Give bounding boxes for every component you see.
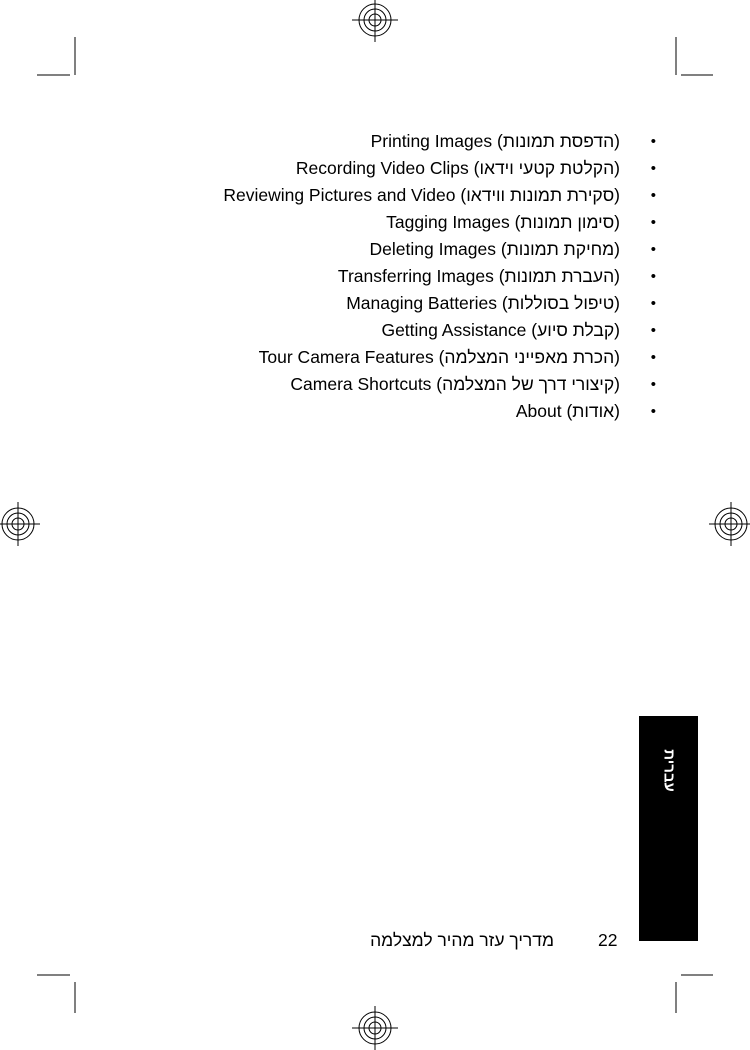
toc-item-label: (הכרת מאפייני המצלמה) Tour Camera Features	[258, 347, 620, 367]
footer-title: מדריך עזר מהיר למצלמה	[370, 930, 554, 950]
bullet-icon: •	[650, 295, 656, 312]
toc-item-label: (קבלת סיוע) Getting Assistance	[381, 320, 620, 340]
toc-item-printing-images[interactable]	[223, 128, 656, 155]
registration-target-right	[709, 502, 750, 546]
toc-item-getting-assistance[interactable]	[223, 317, 656, 344]
bullet-icon: •	[650, 241, 656, 258]
crop-mark-top-right	[676, 37, 713, 75]
crop-mark-bottom-left	[37, 975, 75, 1013]
toc-item-label: (סקירת תמונות ווידאו) Reviewing Pictures and Video	[223, 185, 620, 205]
toc-item-label: (הדפסת תמונות) Printing Images	[370, 131, 620, 151]
toc-item-tagging-images[interactable]	[223, 209, 656, 236]
toc-item-label: (קיצורי דרך של המצלמה) Camera Shortcuts	[290, 374, 620, 394]
toc-list	[223, 128, 656, 425]
toc-item-deleting-images[interactable]	[223, 236, 656, 263]
language-tab	[639, 716, 698, 941]
bullet-icon: •	[650, 133, 656, 150]
crop-mark-top-left	[37, 37, 75, 75]
toc-item-label: (סימון תמונות) Tagging Images	[386, 212, 620, 232]
bullet-icon: •	[650, 268, 656, 285]
language-tab-label: עברית	[660, 749, 677, 792]
toc-item-managing-batteries[interactable]	[223, 290, 656, 317]
bullet-icon: •	[650, 376, 656, 393]
toc-item-label: (טיפול בסוללות) Managing Batteries	[346, 293, 620, 313]
toc-item-tour-camera-features[interactable]	[223, 344, 656, 371]
toc-item-reviewing-pictures-and-video[interactable]	[223, 182, 656, 209]
page-number: 22	[598, 930, 618, 950]
bullet-icon: •	[650, 187, 656, 204]
registration-target-top	[352, 0, 398, 42]
registration-target-bottom	[352, 1006, 398, 1050]
toc-item-transferring-images[interactable]	[223, 263, 656, 290]
bullet-icon: •	[650, 403, 656, 420]
toc-item-recording-video-clips[interactable]	[223, 155, 656, 182]
bullet-icon: •	[650, 214, 656, 231]
toc-item-label: (הקלטת קטעי וידאו) Recording Video Clips	[295, 158, 620, 178]
registration-target-left	[0, 502, 40, 546]
crop-mark-bottom-right	[676, 975, 713, 1013]
toc-item-label: (מחיקת תמונות) Deleting Images	[369, 239, 620, 259]
toc-item-about[interactable]	[223, 398, 656, 425]
bullet-icon: •	[650, 349, 656, 366]
toc-item-label: (העברת תמונות) Transferring Images	[337, 266, 620, 286]
bullet-icon: •	[650, 160, 656, 177]
bullet-icon: •	[650, 322, 656, 339]
toc-item-camera-shortcuts[interactable]	[223, 371, 656, 398]
toc-item-label: (אודות) About	[515, 401, 620, 421]
